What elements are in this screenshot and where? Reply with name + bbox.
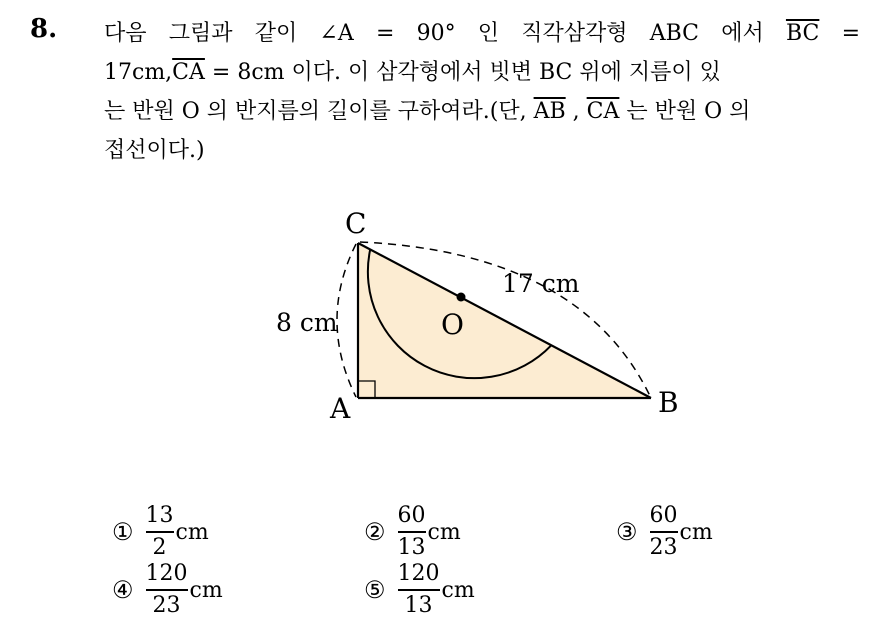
word: 다음 [104,21,147,46]
segment-ca: $\overline{CA}$ [586,99,620,124]
unit: cm [427,520,461,546]
choice-marker: ⑤ [364,575,386,604]
center-label-o: O [441,308,464,341]
fraction [146,503,174,561]
fraction-bar [146,531,174,533]
word: 그림과 [168,21,233,46]
word: = [375,21,395,46]
question-number: 8. [30,14,58,44]
choice-marker: ③ [616,517,638,546]
length-label-ca: 8 cm [276,308,338,337]
word: 90° [416,21,456,46]
center-point-o [457,293,466,302]
denominator: 23 [152,592,181,618]
vertex-label-a: A [330,392,351,425]
numerator: 13 [145,503,174,528]
fraction [146,561,188,619]
choice-marker: ④ [112,575,134,604]
choice-marker: ① [112,517,134,546]
segment-bc: $\overline{BC}$ [785,21,820,46]
fraction-bar [398,531,426,533]
text-run: , [565,99,587,124]
text-run: 는 반원 O 의 반지름의 길이를 구하여라.(단, [104,99,534,124]
choice-2[interactable] [364,503,461,561]
denominator: 13 [404,592,433,618]
fraction-bar [650,531,678,533]
unit: cm [441,578,475,604]
fraction [398,561,440,619]
choice-4[interactable] [112,561,223,619]
vertex-label-b: B [658,386,679,419]
unit: cm [189,578,223,604]
text-run: = 8cm 이다. 이 삼각형에서 빗변 BC 위에 지름이 있 [204,60,721,85]
vertex-label-c: C [345,207,367,240]
unit: cm [679,520,713,546]
numerator: 120 [397,561,440,586]
fraction [650,503,678,561]
word: 인 [477,21,500,46]
choice-3[interactable] [616,503,713,561]
length-label-bc: 17 cm [502,269,580,298]
denominator: 2 [152,534,167,560]
text-run: 는 반원 O 의 [619,99,751,124]
word: 같이 [254,21,298,46]
text-run: 17cm, [104,60,173,85]
word: 에서 [721,21,764,46]
word: ABC [649,21,700,46]
choice-marker: ② [364,517,386,546]
word: = [841,21,860,46]
segment-ab: $\overline{AB}$ [533,99,566,124]
question-line-4: 접선이다.) [104,138,205,163]
fraction-bar [398,589,440,591]
choice-5[interactable] [364,561,475,619]
numerator: 60 [397,503,426,528]
segment-ca: $\overline{CA}$ [172,60,205,85]
unit: cm [175,520,209,546]
fraction [398,503,426,561]
fraction-bar [146,589,188,591]
denominator: 23 [649,534,678,560]
denominator: 13 [397,534,426,560]
numerator: 60 [649,503,678,528]
dimension-arc-ca [337,244,356,397]
numerator: 120 [145,561,188,586]
word: ∠A [319,21,354,46]
word: 직각삼각형 [521,21,628,46]
choice-1[interactable] [112,503,209,561]
